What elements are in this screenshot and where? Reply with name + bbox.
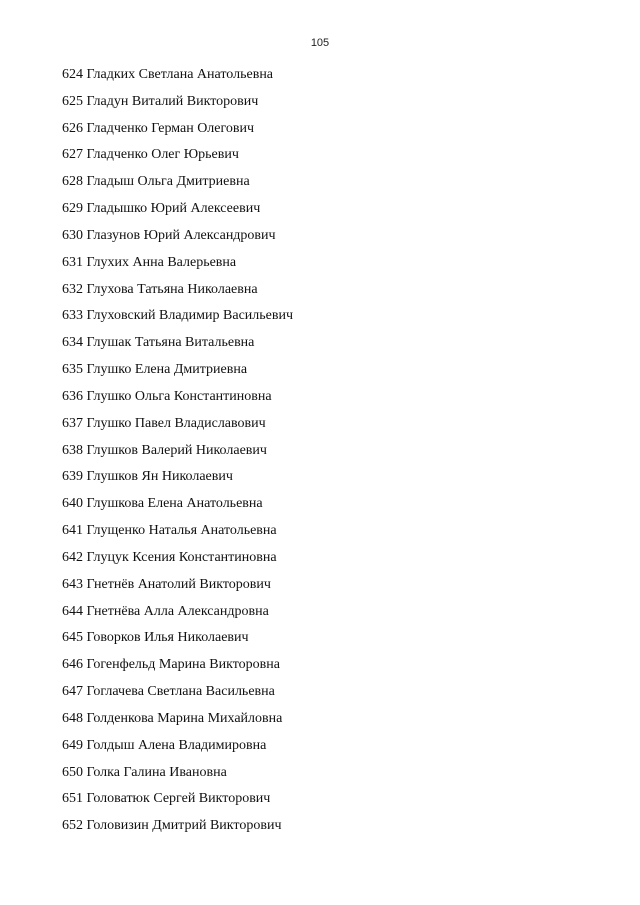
list-item: 625 Гладун Виталий Викторович xyxy=(62,93,259,109)
list-item: 650 Голка Галина Ивановна xyxy=(62,764,227,780)
list-item: 634 Глушак Татьяна Витальевна xyxy=(62,335,255,351)
list-item: 640 Глушкова Елена Анатольевна xyxy=(62,496,263,512)
list-item: 644 Гнетнёва Алла Александровна xyxy=(62,603,269,619)
list-item: 645 Говорков Илья Николаевич xyxy=(62,630,249,646)
name-list xyxy=(62,66,293,844)
list-item: 641 Глущенко Наталья Анатольевна xyxy=(62,523,277,539)
list-item: 647 Гоглачева Светлана Васильевна xyxy=(62,684,275,700)
list-item: 639 Глушков Ян Николаевич xyxy=(62,469,233,485)
list-item: 630 Глазунов Юрий Александрович xyxy=(62,227,276,243)
list-item: 629 Гладышко Юрий Алексеевич xyxy=(62,201,261,217)
list-item: 635 Глушко Елена Дмитриевна xyxy=(62,362,248,378)
list-item: 632 Глухова Татьяна Николаевна xyxy=(62,281,258,297)
page-number: 105 xyxy=(310,37,330,49)
list-item: 637 Глушко Павел Владиславович xyxy=(62,415,266,431)
list-item: 643 Гнетнёв Анатолий Викторович xyxy=(62,576,271,592)
list-item: 624 Гладких Светлана Анатольевна xyxy=(62,67,274,82)
list-item: 631 Глухих Анна Валерьевна xyxy=(62,254,237,270)
list-item: 642 Глуцук Ксения Константиновна xyxy=(62,549,277,565)
list-item: 648 Голденкова Марина Михайловна xyxy=(62,710,283,726)
list-item: 626 Гладченко Герман Олегович xyxy=(62,120,255,136)
list-item: 638 Глушков Валерий Николаевич xyxy=(62,442,267,458)
list-item: 633 Глуховский Владимир Васильевич xyxy=(62,308,294,324)
list-item: 652 Головизин Дмитрий Викторович xyxy=(62,818,282,834)
list-item: 628 Гладыш Ольга Дмитриевна xyxy=(62,174,250,190)
list-item: 649 Голдыш Алена Владимировна xyxy=(62,737,267,753)
list-item: 651 Головатюк Сергей Викторович xyxy=(62,791,271,807)
list-item: 646 Гогенфельд Марина Викторовна xyxy=(62,657,280,673)
list-item: 636 Глушко Ольга Константиновна xyxy=(62,388,272,404)
list-item: 627 Гладченко Олег Юрьевич xyxy=(62,147,239,163)
